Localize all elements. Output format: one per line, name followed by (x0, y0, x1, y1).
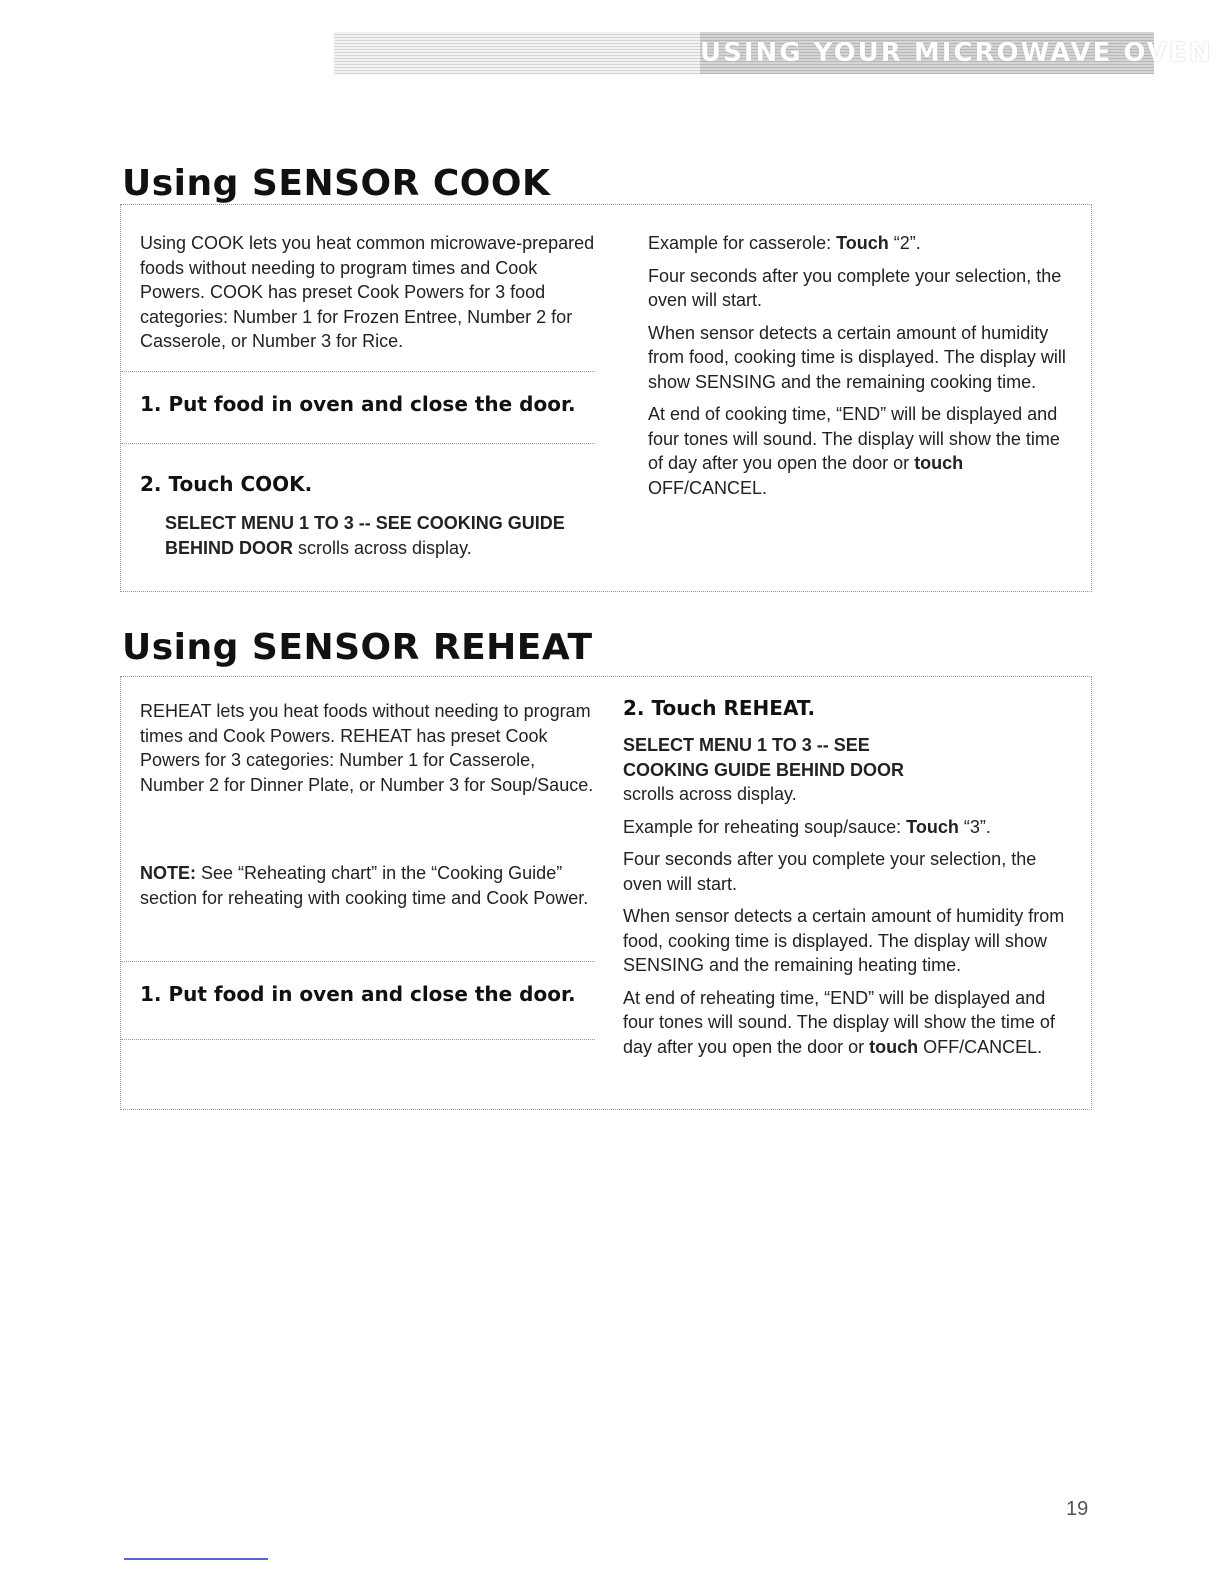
sensor-reheat-end-text (623, 986, 1073, 1060)
end-text: At end of reheating time, “END” will be displayed and four tones will sound. The display will show the time of day after you open the door or (623, 987, 1055, 1057)
sensor-cook-step-1: 1. Put food in oven and close the door. (140, 392, 576, 416)
end-bold: touch (914, 453, 964, 473)
sensor-reheat-example (623, 815, 1073, 840)
sensor-cook-intro: Using COOK lets you heat common microwave-prepared foods without needing to program times and Cook Powers. COOK has preset Cook Powers for 3 food categories: Number 1 for Frozen Entree, Number 2 for Casserole, or Number 3 for Rice. (140, 233, 595, 351)
divider (121, 371, 595, 372)
display-message-rest: scrolls across display. (293, 537, 472, 558)
sensor-cook-example (648, 231, 1068, 256)
sensor-cook-step-2-display (165, 511, 605, 560)
sensor-reheat-step-1: 1. Put food in oven and close the door. (140, 982, 576, 1006)
reheat-display-line-2: COOKING GUIDE BEHIND DOOR (623, 759, 905, 780)
reheat-display-rest: scrolls across display. (623, 784, 797, 804)
end-tail: OFF/CANCEL. (918, 1036, 1043, 1057)
end-tail: OFF/CANCEL. (648, 477, 768, 498)
example-value: “3”. (958, 816, 991, 837)
example-text: Example for casserole: (648, 233, 837, 253)
end-text: At end of cooking time, “END” will be displayed and four tones will sound. The display will show the time of day after you open the door or (648, 404, 1060, 473)
display-message: SELECT MENU 1 TO 3 -- SEE COOKING GUIDE BEHIND DOOR (165, 513, 565, 558)
example-bold: Touch (906, 816, 959, 837)
reheat-display-line-1: SELECT MENU 1 TO 3 -- SEE (623, 735, 870, 755)
section-header-label: USING YOUR MICROWAVE OVEN (700, 32, 1154, 74)
sensor-cook-left-column (140, 231, 602, 362)
sensor-cook-end-text (648, 402, 1068, 500)
divider (121, 443, 595, 444)
sensor-cook-step-2: 2. Touch COOK. (140, 472, 313, 496)
sensor-cook-sensor-text: When sensor detects a certain amount of humidity from food, cooking time is displayed. The display will show SENSING and the remaining cooking time. (648, 322, 1066, 392)
sensor-reheat-right-column (623, 695, 1073, 1067)
sensor-reheat-intro: REHEAT lets you heat foods without needing to program times and Cook Powers. REHEAT has preset Cook Powers for 3 categories: Number 1 for Casserole, Number 2 for Dinner Plate, or Number 3 for Soup/Sauce. (140, 701, 594, 795)
note-label: NOTE: (140, 863, 196, 883)
sensor-reheat-box (120, 676, 1092, 1110)
end-bold: touch (869, 1036, 919, 1057)
divider (121, 961, 595, 962)
sensor-reheat-title: Using SENSOR REHEAT (122, 627, 593, 668)
sensor-reheat-left-column (140, 699, 602, 805)
sensor-cook-title: Using SENSOR COOK (122, 163, 551, 204)
sensor-reheat-step-2: 2. Touch REHEAT. (623, 696, 816, 720)
note-paragraph (140, 861, 602, 910)
sensor-reheat-note (140, 861, 602, 918)
sensor-reheat-sensor-text: When sensor detects a certain amount of humidity from food, cooking time is displayed. The display will show SENSING and the remaining heating time. (623, 906, 1065, 975)
divider (121, 1039, 595, 1040)
note-text: See “Reheating chart” in the “Cooking Guide” section for reheating with cooking time and Cook Power. (140, 863, 589, 908)
example-value: “2”. (888, 233, 921, 253)
page-number: 19 (1066, 1498, 1089, 1520)
sensor-cook-right-column (648, 231, 1068, 508)
sensor-cook-box (120, 204, 1092, 592)
sensor-reheat-four-seconds: Four seconds after you complete your selection, the oven will start. (623, 849, 1037, 894)
example-bold: Touch (836, 233, 889, 253)
sensor-cook-four-seconds: Four seconds after you complete your selection, the oven will start. (648, 265, 1062, 310)
footer-rule (124, 1558, 268, 1560)
example-text: Example for reheating soup/sauce: (623, 816, 907, 837)
